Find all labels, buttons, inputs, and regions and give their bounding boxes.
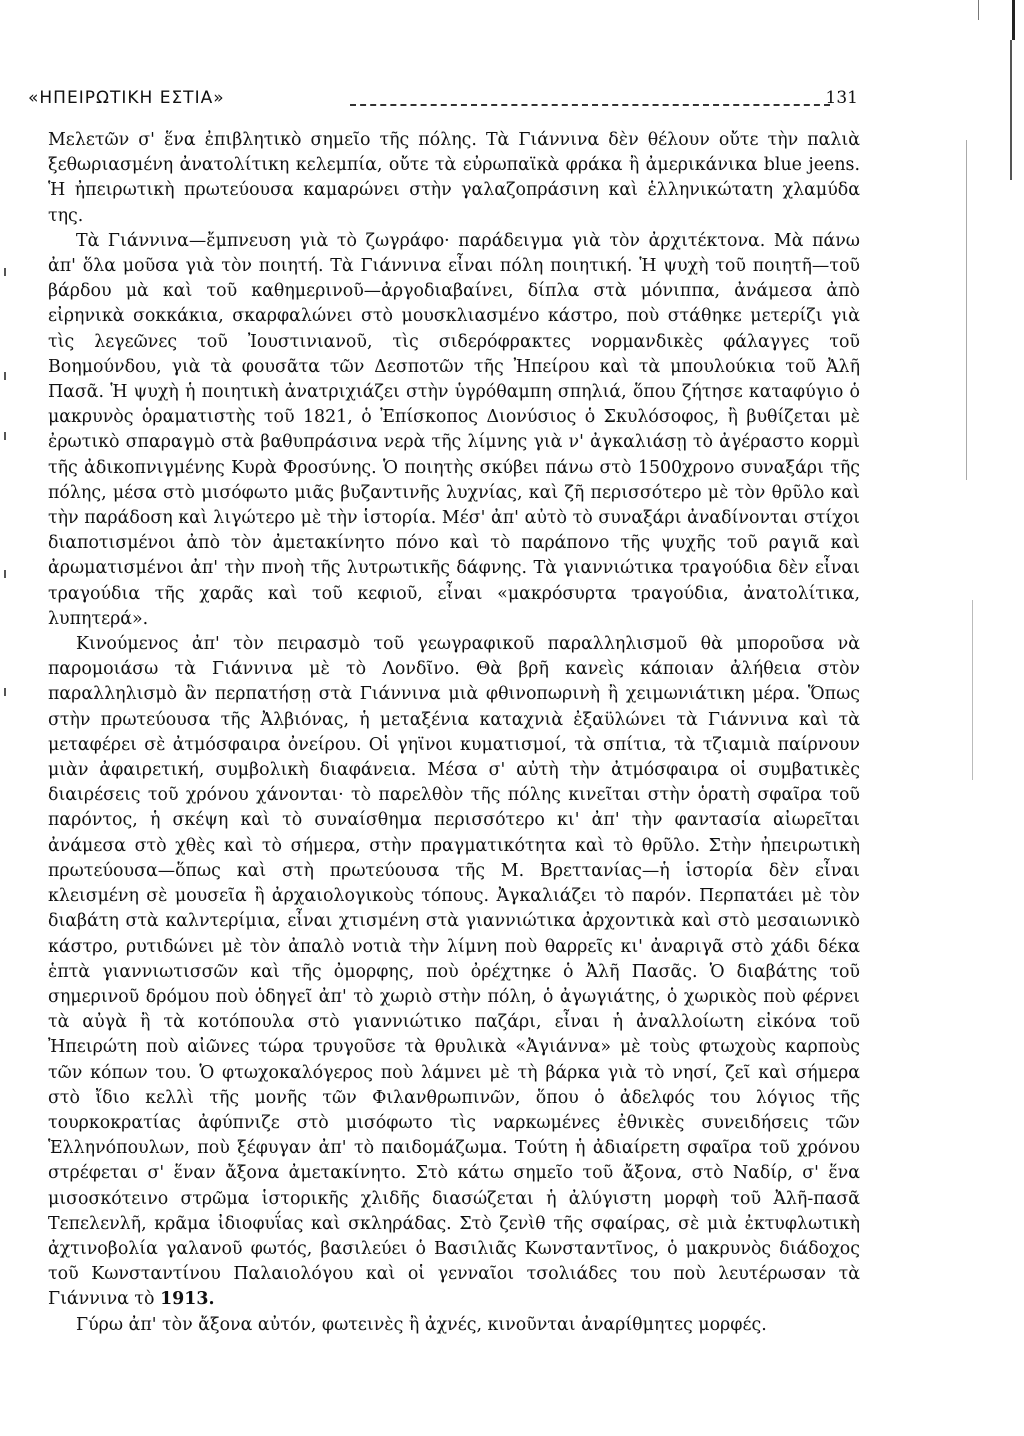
paragraph-3-year: 1913. xyxy=(160,1289,215,1310)
scan-edge-bar xyxy=(1012,0,1015,40)
paragraph-1: Μελετῶν σ' ἕνα ἐπιβλητικὸ σημεῖο τῆς πόλης. Τὰ Γιάννινα δὲν θέλουν οὔτε τὴν παλιὰ ξεθωριασμένη ἀνατολίτικη κελεμπία, οὔτε τὰ εὐρωπαϊκὰ φράκα ἢ ἀμερικάνικα blue jeens. Ἡ ἠπειρωτικὴ πρωτεύουσα καμαρώνει στὴν γαλαζοπράσινη καὶ ἑλληνικώτατη χλαμύδα της. xyxy=(48,130,860,226)
margin-marks xyxy=(0,0,20,1436)
scan-edge-artifacts xyxy=(960,0,1024,1436)
scan-edge-bar xyxy=(966,140,967,480)
scan-edge-bar xyxy=(972,600,973,780)
paragraph-3 xyxy=(48,632,860,1312)
margin-mark xyxy=(4,372,6,380)
paragraph-3-text: Κινούμενος ἀπ' τὸν πειρασμὸ τοῦ γεωγραφικοῦ παραλληλισμοῦ θὰ μποροῦσα νὰ παρομοιάσω τὰ Γιάννινα μὲ τὸ Λονδῖνο. Θὰ βρῆ κανεὶς κάποιαν ἀλήθεια στὸν παραλληλισμὸ ἂν περπατήσῃ στὰ Γιάννινα μιὰ φθινοπωρινὴ ἢ χειμωνιάτικη μέρα. Ὅπως στὴν πρωτεύουσα τῆς Ἀλβιόνας, ἡ μεταξένια καταχνιὰ ἐξαϋλώνει τὰ Γιάννινα καὶ τὰ μεταφέρει σὲ ἀτμόσφαιρα ὀνείρου. Οἱ γηϊνοι κυματισμοί, τὰ σπίτια, τὰ τζιαμιὰ παίρνουν μιὰν ἀφαιρετική, συμβολικὴ διαφάνεια. Μέσα σ' αὐτὴ τὴν ἀτμόσφαιρα οἱ συμβατικὲς διαιρέσεις τοῦ χρόνου χάνονται· τὸ παρελθὸν τῆς πόλης κινεῖται στὴν ὁρατὴ σφαῖρα τοῦ παρόντος, ἡ σκέψη καὶ τὸ συναίσθημα περισσότερο κι' ἀπ' τὴν φαντασία αἰωρεῖται ἀνάμεσα στὸ χθὲς καὶ τὸ σήμερα, στὴν πραγματικότητα καὶ τὸ θρῦλο. Στὴν ἠπειρωτικὴ πρωτεύουσα—ὅπως καὶ στὴ πρωτεύουσα τῆς Μ. Βρεττανίας—ἡ ἱστορία δὲν εἶναι κλεισμένη σὲ μουσεῖα ἢ ἀρχαιολογικοὺς τόπους. Ἀγκαλιάζει τὸ παρόν. Περπατάει μὲ τὸν διαβάτη στὰ καλντερίμια, εἶναι χτισμένη στὰ γιαννιώτικα ἀρχοντικὰ καὶ στὸ μεσαιωνικὸ κάστρο, ρυτιδώνει μὲ τὸν ἀπαλὸ νοτιὰ τὴν λίμνη ποὺ θαρρεῖς κι' ἀναριγᾶ στὸ χάδι δέκα ἑπτὰ γιαννιωτισσῶν καὶ τῆς ὀμορφης, ποὺ ὀρέχτηκε ὁ Ἀλῆ Πασᾶς. Ὁ διαβάτης τοῦ σημερινοῦ δρόμου ποὺ ὁδηγεῖ ἀπ' τὸ χωριὸ στὴν πόλη, ὁ ἀγωγιάτης, ὁ χωρικὸς ποὺ φέρνει τὰ αὐγὰ ἢ τὰ κοτόπουλα στὸ γιαννιώτικο παζάρι, εἶναι ἡ ἀναλλοίωτη εἰκόνα τοῦ Ἠπειρώτη ποὺ αἰῶνες τώρα τρυγοῦσε τὰ θρυλικὰ «Ἀγιάννα» μὲ τοὺς φτωχοὺς καρποὺς τῶν κόπων του. Ὁ φτωχοκαλόγερος ποὺ λάμνει μὲ τὴ βάρκα γιὰ τὸ νησί, ζεῖ καὶ σήμερα στὸ ἴδιο κελλὶ τῆς μονῆς τῶν Φιλανθρωπινῶν, ὅπου ὁ ἀδελφός του λόγιος τῆς τουρκοκρατίας ἀφύπνιζε στὸ μισόφωτο τὶς ναρκωμένες ἐθνικὲς συνειδήσεις τῶν Ἑλληνόπουλων, ποὺ ξέφυγαν ἀπ' τὸ παιδομάζωμα. Τούτη ἡ ἀδιαίρετη σφαῖρα τοῦ χρόνου στρέφεται σ' ἕναν ἄξονα ἀμετακίνητο. Στὸ κάτω σημεῖο τοῦ ἄξονα, στὸ Ναδίρ, σ' ἕνα μισοσκότεινο στρῶμα ἱστορικῆς χλιδῆς διασώζεται ἡ ἀλύγιστη μορφὴ τοῦ Ἀλῆ-πασᾶ Τεπελενλῆ, κρᾶμα ἰδιοφυΐας καὶ σκληράδας. Στὸ ζενὶθ τῆς σφαίρας, σὲ μιὰ ἐκτυφλωτικὴ ἀχτινοβολία γαλανοῦ φωτός, βασιλεύει ὁ Βασιλιᾶς Κωνσταντῖνος, ὁ μακρυνὸς διάδοχος τοῦ Κωνσταντίνου Παλαιολόγου καὶ οἱ γενναῖοι τσολιάδες του ποὺ λευτέρωσαν τὰ Γιάννινα τὸ xyxy=(48,634,860,1310)
paragraph-4: Γύρω ἀπ' τὸν ἄξονα αὐτόν, φωτεινὲς ἢ ἀχνές, κινοῦνται ἀναρίθμητες μορφές. xyxy=(76,1314,767,1335)
margin-mark xyxy=(4,432,6,440)
paragraph-2: Τὰ Γιάννινα—ἔμπνευση γιὰ τὸ ζωγράφο· παράδειγμα γιὰ τὸν ἀρχιτέκτονα. Μὰ πάνω ἀπ' ὅλα μοῦσα γιὰ τὸν ποιητή. Τὰ Γιάννινα εἶναι πόλη ποιητική. Ἡ ψυχὴ τοῦ ποιητῆ—τοῦ βάρδου μὰ καὶ τοῦ καθημερινοῦ—ἀργοδιαβαίνει, δίπλα στὰ μόνιππα, ἀνάμεσα ἀπὸ εἰρηνικὰ σοκκάκια, σκαρφαλώνει στὸ μουσκλιασμένο κάστρο, ποὺ στάθηκε μετερίζι γιὰ τὶς λεγεῶνες τοῦ Ἰουστινιανοῦ, τὶς σιδερόφρακτες νορμανδικὲς φάλαγγες τοῦ Βοημούνδου, γιὰ τὰ φουσᾶτα τῶν Δεσποτῶν τῆς Ἠπείρου καὶ τὰ μπουλούκια τοῦ Ἀλῆ Πασᾶ. Ἡ ψυχὴ ἡ ποιητικὴ ἀνατριχιάζει στὴν ὑγρόθαμπη σπηλιά, ὅπου ζήτησε καταφύγιο ὁ μακρυνὸς ὁραματιστὴς τοῦ 1821, ὁ Ἐπίσκοπος Διονύσιος ὁ Σκυλόσοφος, ἢ βυθίζεται μὲ ἐρωτικὸ σπαραγμὸ στὰ βαθυπράσινα νερὰ τῆς λίμνης γιὰ ν' ἀγκαλιάσῃ τὸ ἀγέραστο κορμὶ τῆς ἀδικοπνιγμένης Κυρὰ Φροσύνης. Ὁ ποιητὴς σκύβει πάνω στὸ 1500χρονο συναξάρι τῆς πόλης, μέσα στὸ μισόφωτο μιᾶς βυζαντινῆς λυχνίας, καὶ ζῆ περισσότερο μὲ τὸν θρῦλο καὶ τὴν παράδοση καὶ λιγώτερο μὲ τὴν ἱστορία. Μέσ' ἀπ' αὐτὸ τὸ συναξάρι ἀναδίνονται στίχοι διαποτισμένοι ἀπὸ τὸν ἀμετακίνητο πόνο καὶ τὸ παράπονο τῆς ψυχῆς τοῦ ραγιᾶ καὶ ἀρωματισμένοι ἀπ' τὴν πνοὴ τῆς λυτρωτικῆς δάφνης. Τὰ γιαννιώτικα τραγούδια δὲν εἶναι τραγούδια τῆς χαρᾶς καὶ τοῦ κεφιοῦ, εἶναι «μακρόσυρτα τραγούδια, ἀνατολίτικα, λυπητερά». xyxy=(48,230,860,629)
article-body xyxy=(48,128,860,1338)
page-number: 131 xyxy=(825,88,858,108)
margin-mark xyxy=(4,688,6,696)
scan-edge-bar xyxy=(978,0,979,20)
page-header xyxy=(28,88,858,116)
margin-mark xyxy=(4,570,6,578)
header-rule xyxy=(350,104,830,106)
scan-edge-bar xyxy=(1010,40,1012,180)
running-title: «ΗΠΕΙΡΩΤΙΚΗ ΕΣΤΙΑ» xyxy=(28,88,225,108)
margin-mark xyxy=(4,268,6,276)
